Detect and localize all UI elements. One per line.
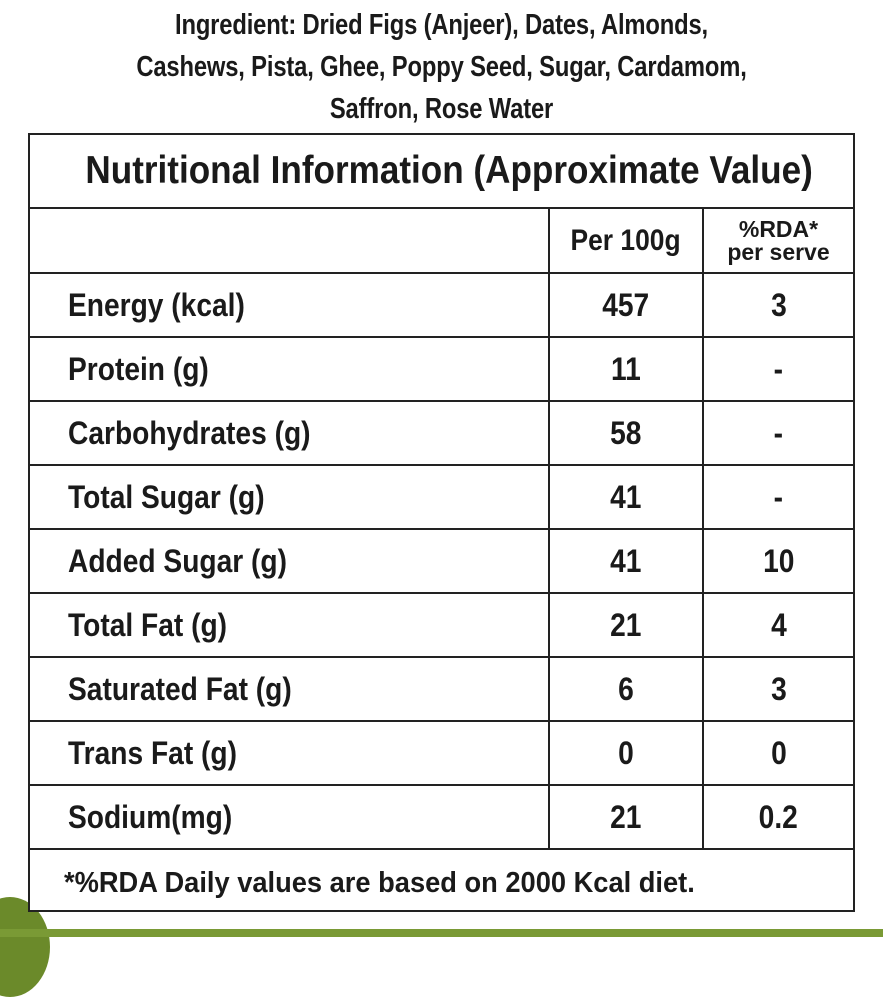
row-rda: -: [703, 337, 853, 401]
row-per100: 58: [549, 401, 703, 465]
row-rda: 0.2: [703, 785, 853, 849]
table-row: [30, 529, 853, 593]
table-row: [30, 785, 853, 849]
table-row: [30, 401, 853, 465]
row-name: Sodium(mg): [30, 785, 549, 849]
row-rda: 4: [703, 593, 853, 657]
table-row: [30, 337, 853, 401]
table-row: [30, 465, 853, 529]
row-name: Added Sugar (g): [30, 529, 549, 593]
row-per100: 41: [549, 529, 703, 593]
rda-footnote-text: *%RDA Daily values are based on 2000 Kcal diet.: [64, 866, 695, 899]
row-rda: 3: [703, 273, 853, 337]
ingredients-text: [112, 4, 770, 130]
ingredients-line-2: Cashews, Pista, Ghee, Poppy Seed, Sugar, Cardamom,: [136, 51, 747, 83]
row-per100: 21: [549, 593, 703, 657]
row-rda: -: [703, 401, 853, 465]
row-rda: -: [703, 465, 853, 529]
row-name: Total Fat (g): [30, 593, 549, 657]
table-row: [30, 593, 853, 657]
table-row: [30, 721, 853, 785]
row-name: Total Sugar (g): [30, 465, 549, 529]
nutrition-panel: [28, 133, 855, 912]
row-name: Trans Fat (g): [30, 721, 549, 785]
green-base-strip: [0, 929, 883, 937]
row-rda: 10: [703, 529, 853, 593]
row-per100: 11: [549, 337, 703, 401]
row-per100: 0: [549, 721, 703, 785]
header-blank-cell: [30, 209, 549, 273]
row-per100: 6: [549, 657, 703, 721]
header-rda-line2: per serve: [727, 238, 830, 265]
row-name: Energy (kcal): [30, 273, 549, 337]
ingredients-line-1: Ingredient: Dried Figs (Anjeer), Dates, Almonds,: [175, 9, 708, 41]
table-header-row: [30, 209, 853, 273]
row-rda: 3: [703, 657, 853, 721]
ingredients-line-3: Saffron, Rose Water: [329, 93, 554, 125]
row-rda: 0: [703, 721, 853, 785]
row-name: Saturated Fat (g): [30, 657, 549, 721]
row-name: Protein (g): [30, 337, 549, 401]
header-per100: Per 100g: [549, 209, 703, 273]
header-rda-line1: %RDA*: [738, 215, 819, 242]
row-per100: 41: [549, 465, 703, 529]
header-rda: [703, 209, 853, 273]
table-row: [30, 657, 853, 721]
row-name: Carbohydrates (g): [30, 401, 549, 465]
table-row: [30, 273, 853, 337]
nutrition-title: [30, 135, 853, 209]
rda-footnote: [30, 850, 853, 916]
nutrition-title-text: Nutritional Information (Approximate Value): [85, 149, 814, 192]
row-per100: 21: [549, 785, 703, 849]
nutrition-table: [30, 209, 853, 850]
row-per100: 457: [549, 273, 703, 337]
